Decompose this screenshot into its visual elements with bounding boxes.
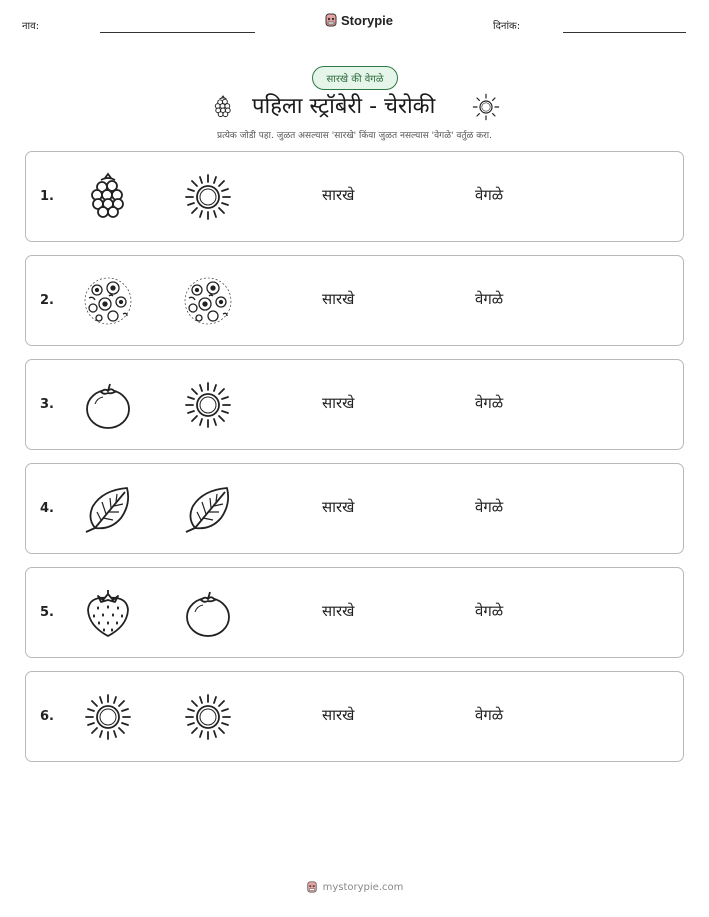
different-option[interactable]: वेगळे <box>475 602 504 620</box>
flower-bouquet-icon <box>83 276 133 326</box>
question-row-6 <box>25 671 684 762</box>
question-row-5 <box>25 567 684 658</box>
date-line <box>563 32 686 33</box>
same-option[interactable]: सारखे <box>322 706 355 724</box>
question-row-2 <box>25 255 684 346</box>
same-option[interactable]: सारखे <box>322 394 355 412</box>
brand-name: Storypie <box>341 12 394 28</box>
worksheet-type-badge: सारखे की वेगळे <box>312 66 398 90</box>
tomato-icon <box>183 588 233 638</box>
same-option[interactable]: सारखे <box>322 602 355 620</box>
same-option[interactable]: सारखे <box>322 290 355 308</box>
storypie-mascot-icon <box>324 12 338 28</box>
question-number: 5. <box>40 605 54 620</box>
question-number: 1. <box>40 189 54 204</box>
brand-logo <box>324 12 393 28</box>
question-number: 4. <box>40 501 54 516</box>
sun-icon <box>83 692 133 742</box>
same-option[interactable]: सारखे <box>322 498 355 516</box>
sun-icon <box>183 172 233 222</box>
footer-site-link[interactable]: mystorypie.com <box>322 881 404 893</box>
storypie-mascot-icon <box>306 880 318 894</box>
different-option[interactable]: वेगळे <box>475 706 504 724</box>
footer <box>0 880 709 894</box>
raspberry-icon <box>211 92 235 122</box>
different-option[interactable]: वेगळे <box>475 186 504 204</box>
date-label: दिनांक: <box>493 21 521 32</box>
different-option[interactable]: वेगळे <box>475 498 504 516</box>
different-option[interactable]: वेगळे <box>475 394 504 412</box>
name-label: नाव: <box>22 21 40 32</box>
sun-icon <box>183 692 233 742</box>
leaf-icon <box>83 484 133 534</box>
same-option[interactable]: सारखे <box>322 186 355 204</box>
sun-icon <box>471 92 501 122</box>
question-row-1 <box>25 151 684 242</box>
raspberry-icon <box>83 172 133 222</box>
tomato-icon <box>83 380 133 430</box>
name-line <box>100 32 255 33</box>
question-number: 2. <box>40 293 54 308</box>
question-number: 3. <box>40 397 54 412</box>
title-row <box>0 88 709 126</box>
leaf-icon <box>183 484 233 534</box>
flower-bouquet-icon <box>183 276 233 326</box>
strawberry-icon <box>83 588 133 638</box>
question-number: 6. <box>40 709 54 724</box>
question-row-3 <box>25 359 684 450</box>
instruction-text: प्रत्येक जोडी पहा. जुळत असल्यास 'सारखे' किंवा जुळत नसल्यास 'वेगळे' वर्तुळ करा. <box>216 131 492 141</box>
worksheet-title: पहिला स्ट्रॉबेरी - चेरोकी <box>252 94 436 119</box>
different-option[interactable]: वेगळे <box>475 290 504 308</box>
sun-icon <box>183 380 233 430</box>
question-row-4 <box>25 463 684 554</box>
